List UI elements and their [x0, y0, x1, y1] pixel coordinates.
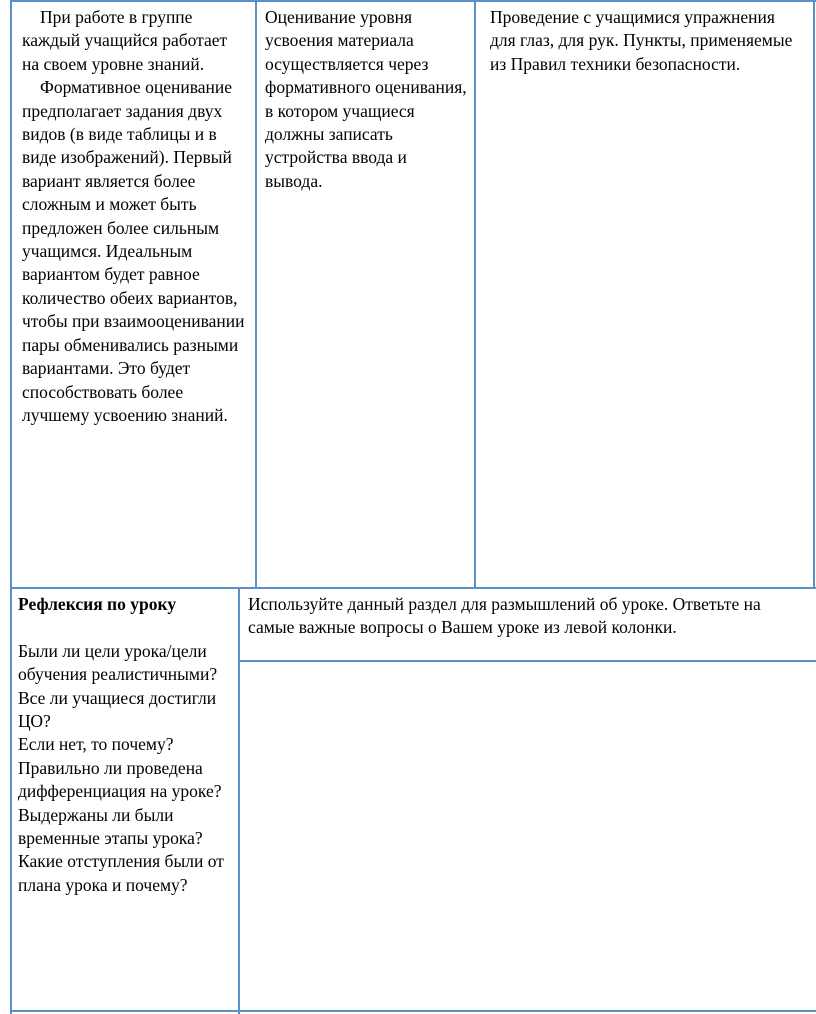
reflection-answer-area[interactable]	[240, 662, 816, 1010]
col-divider-2	[474, 0, 476, 587]
formative-assessment-paragraph: Формативное оценивание предполагает задания двух видов (в виде таблицы и в виде изображений). Первый вариант является более сложным и может быть предложен более сильным учащимся. Идеальным вариантом будет равное количество обеих вариантов, чтобы при взаимооценивании пары обменивались разными вариантами. Это будет способствовать более лучшему усвоению знаний.	[22, 77, 245, 425]
group-work-paragraph: При работе в группе каждый учащийся работает на своем уровне знаний.	[22, 7, 228, 74]
reflection-question: Какие отступления были от плана урока и почему?	[18, 851, 224, 895]
reflection-questions-cell	[14, 589, 234, 897]
col-divider-1	[255, 0, 257, 587]
reflection-question: Выдержаны ли были временные этапы урока?	[18, 804, 203, 849]
reflection-title: Рефлексия по уроку	[18, 594, 177, 614]
reflection-spacer	[18, 616, 230, 639]
table-border-bottom	[10, 1010, 816, 1012]
reflection-question: Были ли цели урока/цели обучения реалистичными?	[18, 640, 218, 685]
top-cell-assessment	[261, 2, 471, 193]
reflection-instructions-cell	[244, 589, 812, 640]
health-safety-text: Проведение с учащимися упражнения для глаз, для рук. Пункты, применяемые из Правил техники безопасности.	[490, 7, 793, 74]
top-cell-group-work	[18, 2, 252, 427]
top-cell-health-safety	[486, 2, 801, 76]
reflection-question: Все ли учащиеся достигли ЦО?	[18, 687, 217, 732]
reflection-question: Правильно ли проведена дифференциация на уроке?	[18, 757, 222, 802]
reflection-instructions: Используйте данный раздел для размышлений об уроке. Ответьте на самые важные вопросы о Вашем уроке из левой колонки.	[248, 594, 761, 638]
table-border-left	[10, 0, 12, 1014]
assessment-text: Оценивание уровня усвоения материала осуществляется через формативного оценивания, в котором учащиеся должны записать устройства ввода и вывода.	[265, 7, 467, 191]
col-divider-right-top	[813, 0, 815, 587]
reflection-question: Если нет, то почему?	[18, 734, 174, 755]
